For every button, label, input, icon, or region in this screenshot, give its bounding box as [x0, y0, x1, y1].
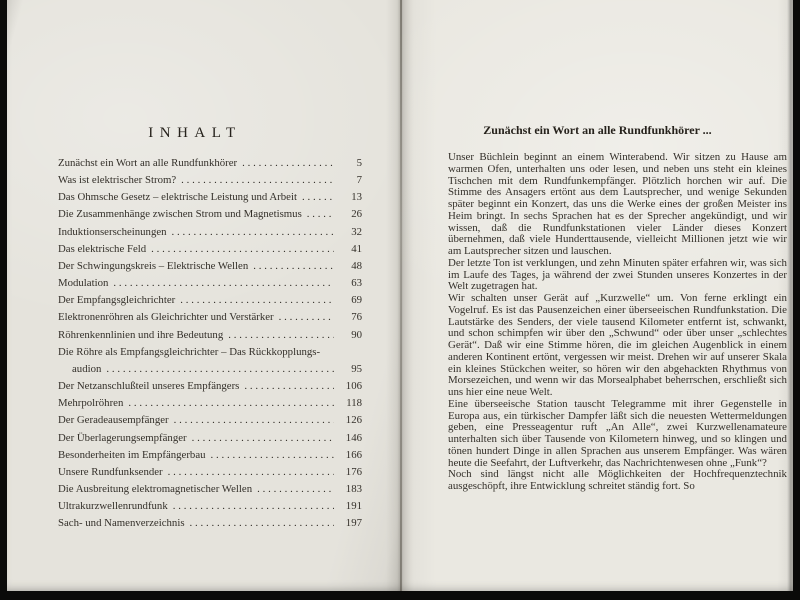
toc-entry	[58, 361, 362, 378]
paragraph: Wir schalten unser Gerät auf „Kurzwelle“ um. Von ferne erklingt ein Vogelruf. Es ist das Pausenzeichen einer überseeischen Rundfunkstation. Die Lautstärke des Senders, der viele tausend Kilometer entfernt ist, schwankt, und schon schimpfen wir über den „Schwund“ oder über unser „schlechtes Gerät“. Daß wir eine Stimme hören, die im gleichen Augenblick in einem anderen Kontinent ertönt, vergessen wir meist. Drehen wir auf unserer Skala ein kleines Stückchen weiter, so hören wir den abgehackten Rhythmus von Morsezeichen, und wenn wir das Morsealphabet beherrschen, erschließt sich uns hier eine neue Welt.	[448, 292, 787, 398]
toc-entry-label: Die Röhre als Empfangsgleichrichter – Das Rückkopplungs-	[58, 345, 321, 358]
toc-entry	[58, 258, 362, 275]
toc-dot-leader	[151, 241, 334, 258]
toc-entry	[58, 327, 362, 344]
toc-dot-leader	[253, 258, 334, 275]
toc-entry-label: Induktionserscheinungen	[58, 225, 167, 238]
toc-page-number: 76	[351, 311, 362, 324]
paragraph: Unser Büchlein beginnt an einem Winterabend. Wir sitzen zu Hause am warmen Ofen, unterhalten uns oder lesen, und neben uns steht ein kleines Tischchen mit dem Rundfunkempfänger. Plötzlich horchen wir auf. Die Stimme des Ansagers ertönt aus dem Lautsprecher, und wenige Sekunden später beginnt ein Konzert, das uns die Werke eines der großen Meister ins Heim bringt. In sechs Sprachen hat es der Sprecher angekündigt, und wir wissen, daß die Rundfunkstationen vieler Länder dieses Konzert übernehmen, daß viele Hunderttausende, vielleicht Millionen jetzt wie wir am Lautsprecher sitzen und lauschen.	[448, 151, 787, 257]
toc-entry-label: Das Ohmsche Gesetz – elektrische Leistung und Arbeit	[58, 191, 297, 204]
paragraph: Eine überseeische Station tauscht Telegramme mit ihrer Gegenstelle in Europa aus, ein türkischer Dampfer läßt sich die neuesten Wettermeldungen geben, eine Presseagentur ruft „An Alle“, zwei Kurzwellenamateure unterhalten sich über Tausende von Kilometern hinweg, und so klingen und tönen hundert Dinge in allen Sprachen aus unserem Empfänger. Was wären heute die Seefahrt, der Luftverkehr, das Nachrichtenwesen ohne „Funk“?	[448, 397, 787, 469]
toc-entry-label: Die Zusammenhänge zwischen Strom und Magnetismus	[58, 208, 302, 221]
toc-entry-label: Der Geradeausempfänger	[58, 414, 169, 427]
toc-entry	[58, 395, 362, 412]
toc-content	[58, 124, 362, 532]
toc-dot-leader	[128, 395, 334, 412]
toc-entry-label: Der Überlagerungsempfänger	[58, 431, 187, 444]
paragraph: Der letzte Ton ist verklungen, und zehn Minuten später erfahren wir, was sich im Laufe des Tages, ja während der zwei Stunden unseres Konzertes in der Welt zugetragen hat.	[448, 256, 787, 293]
toc-page-number: 126	[345, 414, 362, 427]
toc-dot-leader	[174, 412, 334, 429]
toc-page-number: 106	[345, 380, 362, 393]
chapter-content	[448, 122, 787, 493]
toc-entry-label: Modulation	[58, 277, 109, 290]
toc-page-number: 13	[351, 191, 362, 204]
toc-dot-leader	[113, 275, 334, 292]
toc-dot-leader	[180, 292, 334, 309]
toc-page-number: 7	[356, 174, 362, 187]
toc-entry-label: Ultrakurzwellenrundfunk	[58, 500, 168, 513]
toc-entry-label: Zunächst ein Wort an alle Rundfunkhörer	[58, 157, 238, 169]
toc-entry	[58, 412, 362, 429]
toc-entry	[58, 481, 362, 498]
toc-entry	[58, 447, 362, 464]
toc-page-number: 5	[356, 157, 362, 169]
toc-dot-leader	[190, 515, 334, 532]
table-of-contents	[58, 155, 362, 532]
toc-page-number: 41	[351, 242, 362, 255]
paragraph: Noch sind längst nicht alle Möglichkeiten der Hochfrequenztechnik ausgeschöpft, ihre Entwicklung schreitet ständig fort. So	[448, 468, 787, 492]
toc-page-number: 118	[346, 397, 362, 410]
chapter-title: Zunächst ein Wort an alle Rundfunkhörer ...	[483, 123, 712, 137]
toc-entry-label: Die Ausbreitung elektromagnetischer Wellen	[58, 482, 253, 495]
toc-entry	[58, 189, 362, 206]
toc-entry-label: Sach- und Namenverzeichnis	[58, 517, 185, 530]
toc-entry	[58, 344, 362, 361]
toc-dot-leader	[307, 206, 334, 223]
toc-entry-label: Besonderheiten im Empfängerbau	[58, 448, 206, 461]
toc-entry-label: Unsere Rundfunksender	[58, 465, 163, 478]
right-page	[401, 0, 793, 591]
toc-entry	[58, 515, 362, 532]
toc-title: INHALT	[148, 125, 242, 141]
toc-entry	[58, 498, 362, 515]
toc-entry-label: Der Empfangsgleichrichter	[58, 294, 176, 307]
toc-dot-leader	[172, 224, 334, 241]
toc-dot-leader	[257, 481, 334, 498]
toc-page-number: 166	[345, 448, 362, 461]
toc-page-number: 191	[345, 500, 362, 513]
toc-dot-leader	[211, 447, 334, 464]
toc-entry-label: Was ist elektrischer Strom?	[58, 174, 177, 187]
toc-dot-leader	[173, 498, 334, 515]
toc-dot-leader	[242, 155, 334, 172]
toc-page-number: 48	[351, 259, 362, 272]
toc-entry-label: audion	[72, 362, 102, 375]
toc-entry	[58, 155, 362, 172]
toc-entry	[58, 241, 362, 258]
toc-entry-label: Röhrenkennlinien und ihre Bedeutung	[58, 328, 224, 341]
toc-entry	[58, 464, 362, 481]
toc-dot-leader	[279, 309, 334, 326]
toc-entry	[58, 172, 362, 189]
toc-page-number: 146	[345, 431, 362, 444]
toc-dot-leader	[228, 327, 334, 344]
toc-entry	[58, 378, 362, 395]
toc-entry	[58, 430, 362, 447]
toc-entry-label: Mehrpolröhren	[58, 397, 124, 410]
toc-page-number: 90	[351, 328, 362, 341]
left-page	[7, 0, 401, 591]
toc-page-number: 197	[345, 517, 362, 530]
toc-dot-leader	[302, 189, 334, 206]
toc-entry-label: Elektronenröhren als Gleichrichter und Verstärker	[58, 311, 274, 324]
toc-entry-label: Der Netzanschlußteil unseres Empfängers	[58, 380, 240, 393]
toc-dot-leader	[168, 464, 334, 481]
toc-page-number: 26	[351, 208, 362, 221]
toc-entry	[58, 275, 362, 292]
toc-page-number: 176	[345, 465, 362, 478]
toc-dot-leader	[192, 430, 334, 447]
toc-entry	[58, 292, 362, 309]
toc-page-number: 32	[351, 225, 362, 238]
toc-entry	[58, 309, 362, 326]
toc-dot-leader	[244, 378, 334, 395]
toc-page-number: 95	[351, 362, 362, 375]
toc-entry	[58, 224, 362, 241]
toc-dot-leader	[106, 361, 334, 378]
toc-dot-leader	[181, 172, 334, 189]
toc-entry-label: Der Schwingungskreis – Elektrische Wellen	[58, 259, 249, 272]
toc-page-number: 183	[345, 482, 362, 495]
chapter-body	[448, 152, 787, 493]
toc-entry-label: Das elektrische Feld	[58, 242, 147, 255]
toc-page-number: 63	[351, 277, 362, 290]
toc-entry	[58, 206, 362, 223]
toc-page-number: 69	[351, 294, 362, 307]
